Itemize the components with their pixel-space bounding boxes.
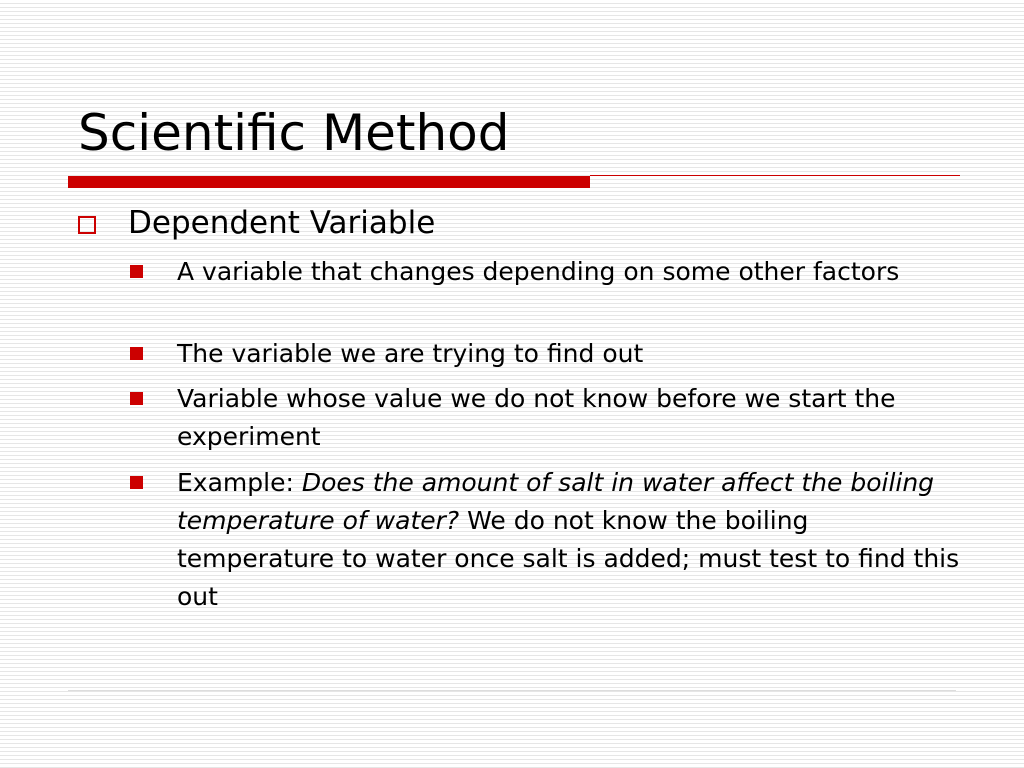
sub-bullet-find-out: The variable we are trying to find out [177,339,644,368]
filled-square-bullet-icon [130,392,143,405]
footer-divider [68,690,956,691]
title-underline-thick [68,176,590,188]
example-question: Does the amount of salt in water affect the boiling temperature of water? [177,468,935,535]
slide-title: Scientific Method [78,104,510,162]
example-label: Example: [177,468,302,497]
filled-square-bullet-icon [130,476,143,489]
filled-square-bullet-icon [130,265,143,278]
title-underline-thin [590,175,960,176]
bullet-dependent-variable: Dependent Variable [128,205,436,241]
example-explanation: We do not know the boiling temperature to water once salt is added; must test to find this out [177,506,960,611]
sub-bullet-example [177,464,967,616]
filled-square-bullet-icon [130,347,143,360]
sub-bullet-unknown-value: Variable whose value we do not know before we start the experiment [177,384,896,451]
sub-bullet-definition: A variable that changes depending on some other factors [177,257,900,286]
hollow-square-bullet-icon [78,216,96,234]
